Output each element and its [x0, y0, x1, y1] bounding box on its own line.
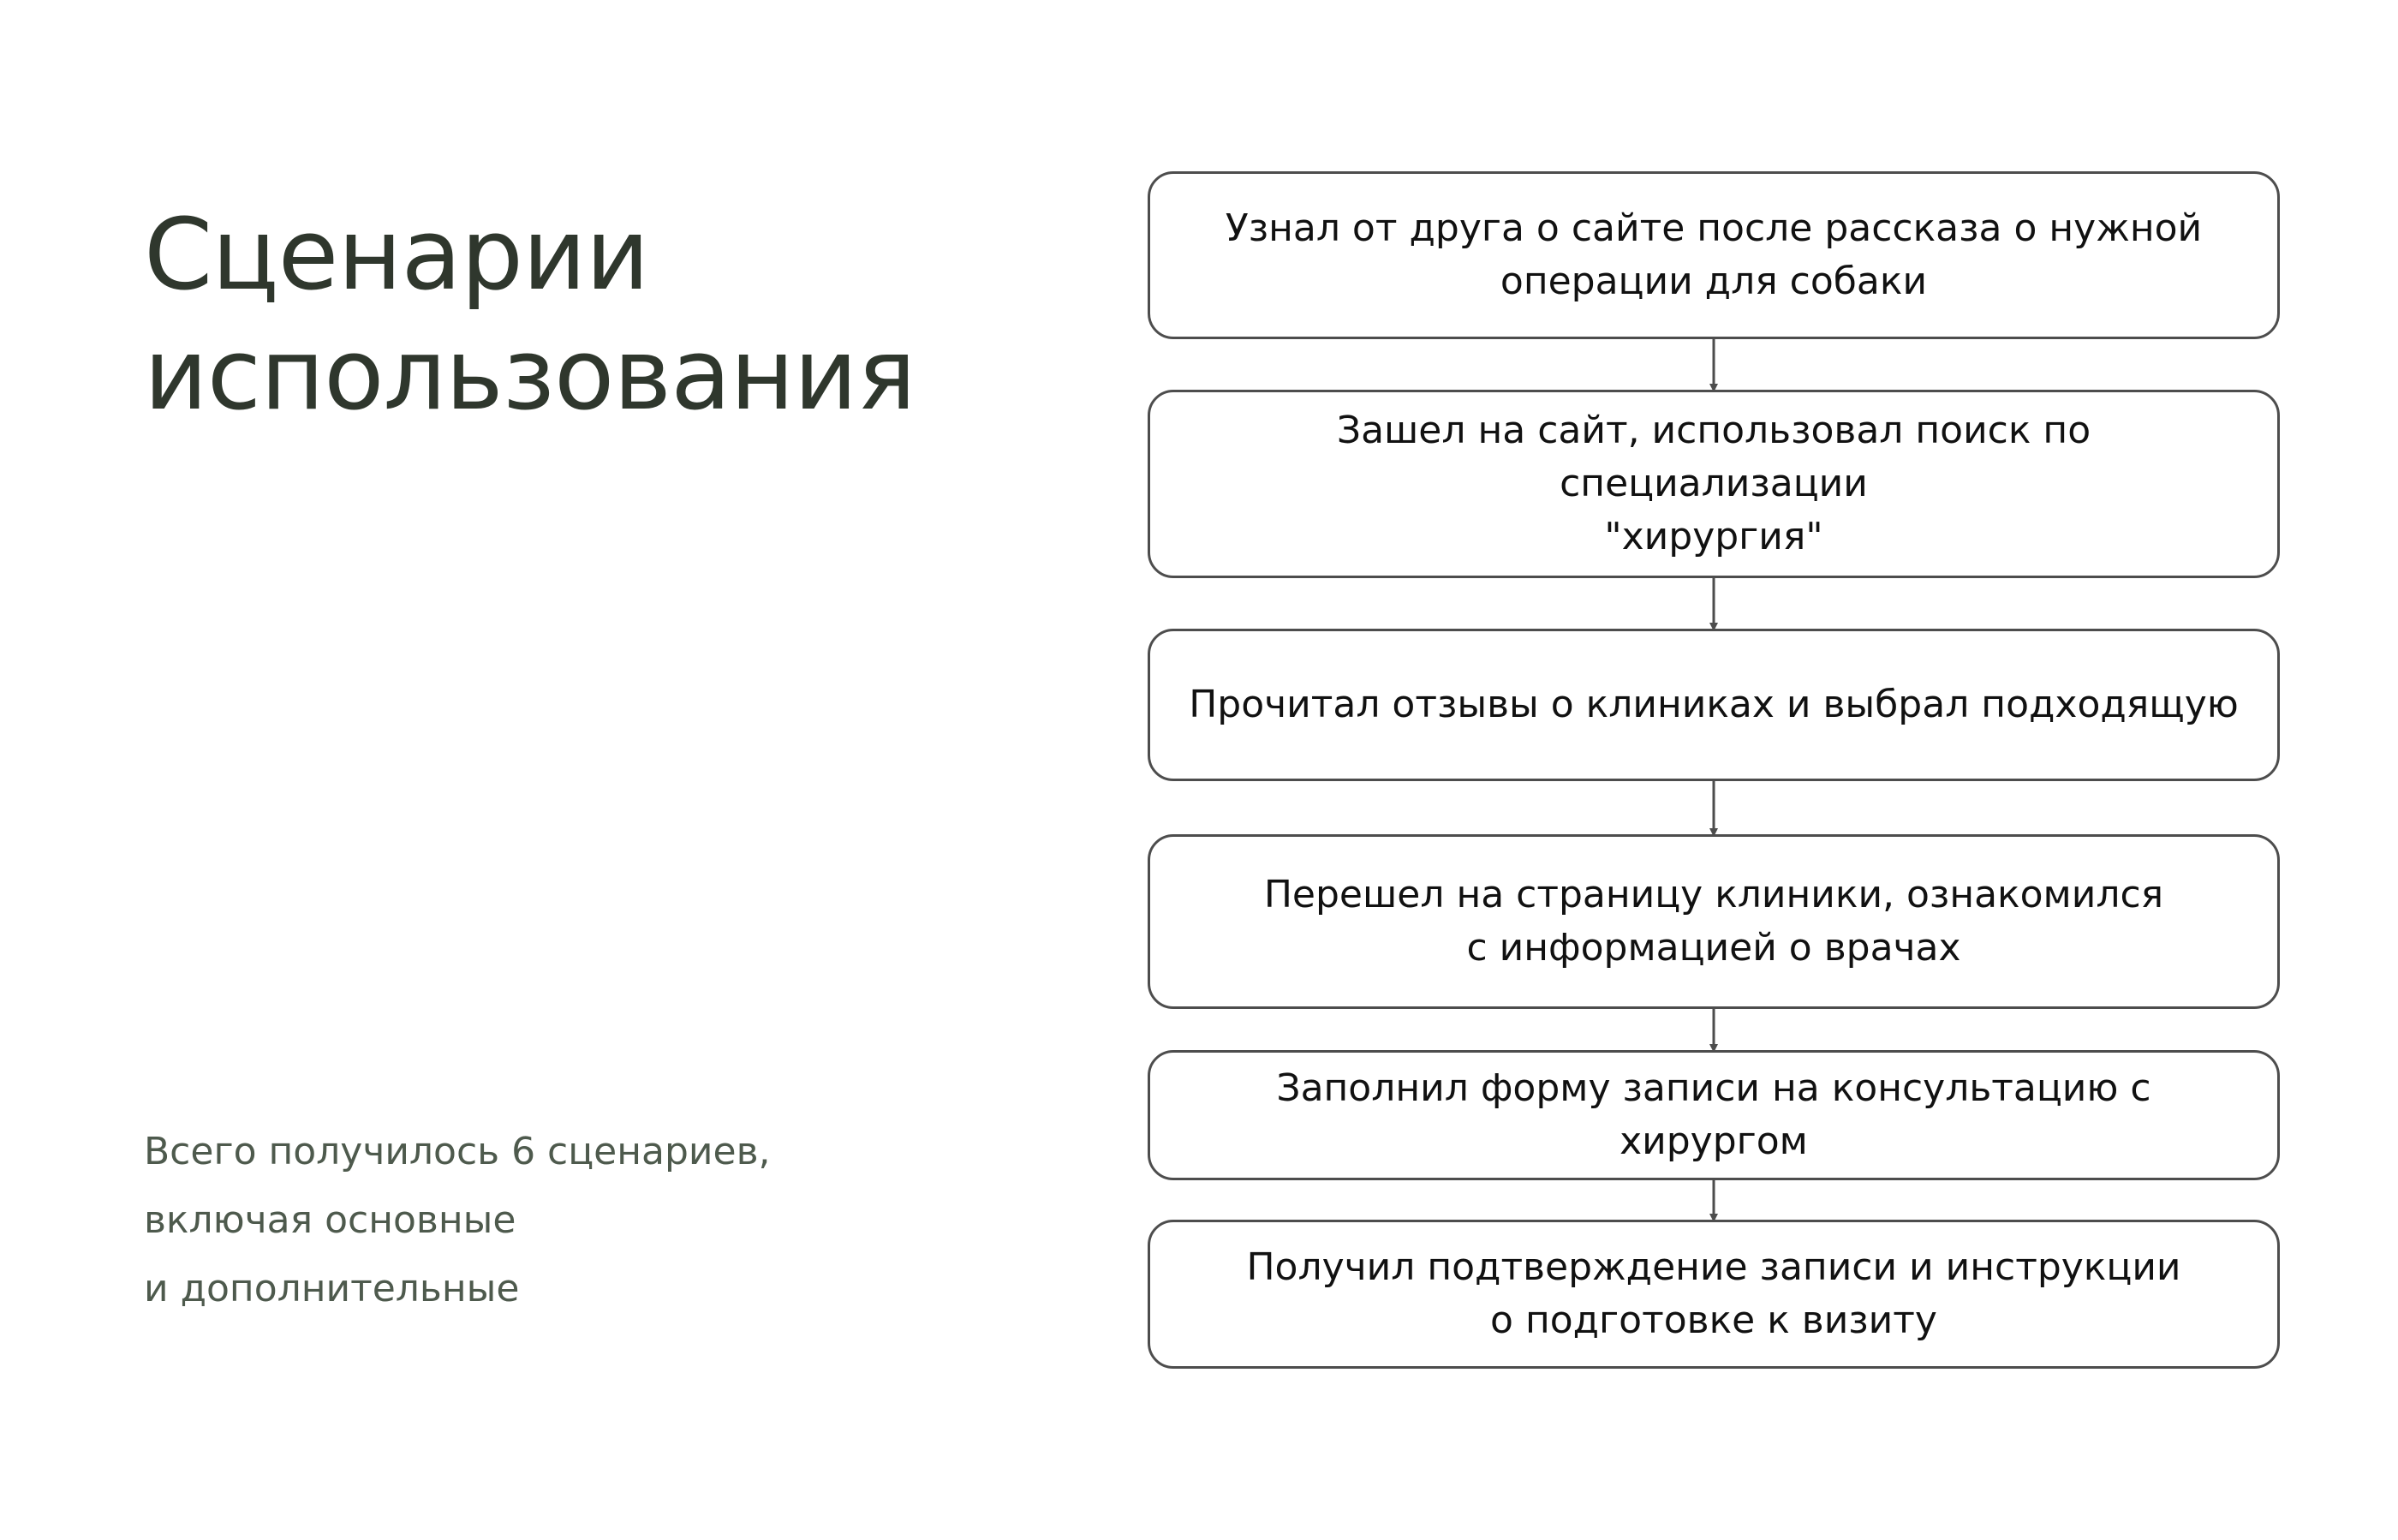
page-title-line-2: использования [144, 318, 916, 433]
flow-step-6 [1148, 1220, 2280, 1369]
flow-step-3-label: Прочитал отзывы о клиниках и выбрал подходящую [1189, 683, 2239, 726]
flow-step-6-label: Получил подтверждение записи и инструкции о подготовке к визиту [1246, 1245, 2181, 1342]
flow-step-4 [1148, 834, 2280, 1009]
summary-line-1: Всего получилось 6 сценариев, [144, 1130, 771, 1173]
summary-line-3: и дополнительные [144, 1267, 520, 1310]
flow-step-1 [1148, 171, 2280, 339]
flow-step-5-label: Заполнил форму записи на консультацию с хирургом [1276, 1066, 2151, 1163]
page-title-line-1: Сценарии [144, 198, 649, 313]
flow-step-3 [1148, 629, 2280, 781]
flow-step-5 [1148, 1050, 2280, 1180]
summary-line-2: включая основные [144, 1198, 516, 1242]
flow-step-1-label: Узнал от друга о сайте после рассказа о нужной операции для собаки [1225, 206, 2203, 303]
flow-step-4-label: Перешел на страницу клиники, ознакомился с информацией о врачах [1263, 873, 2164, 970]
flow-step-2-label: Зашел на сайт, использовал поиск по специализации "хирургия" [1336, 409, 2091, 558]
flow-step-2 [1148, 390, 2280, 578]
